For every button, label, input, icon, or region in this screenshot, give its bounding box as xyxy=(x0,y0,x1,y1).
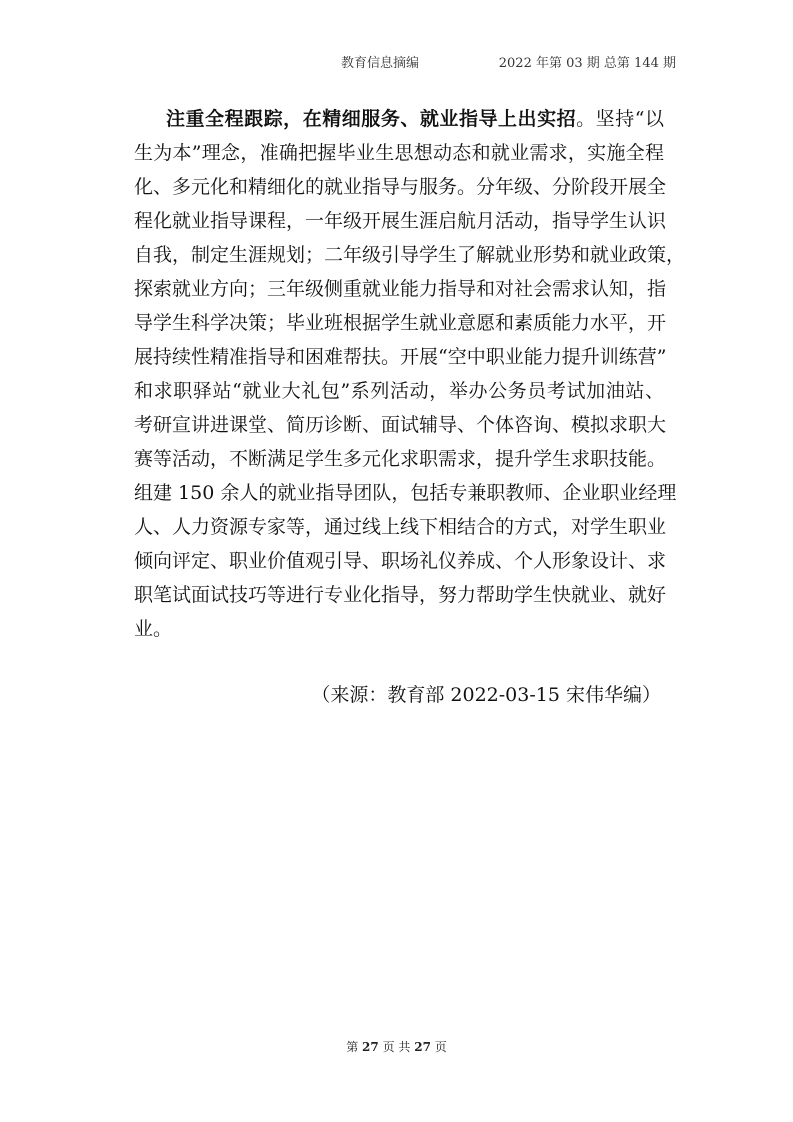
article-lead-heading: 注重全程跟踪，在精细服务、就业指导上出实招 xyxy=(166,108,577,130)
article-line: 探索就业方向；三年级侧重就业能力指导和对社会需求认知，指 xyxy=(134,278,667,300)
article-body xyxy=(134,102,686,646)
article-line: 考研宣讲进课堂、简历诊断、面试辅导、个体咨询、模拟求职大 xyxy=(134,414,667,436)
article-line: 倾向评定、职业价值观引导、职场礼仪养成、个人形象设计、求 xyxy=(134,550,667,572)
page-footer xyxy=(0,1038,793,1055)
article-line xyxy=(134,102,664,136)
footer-prefix: 第 xyxy=(346,1040,359,1054)
footer-total-pages: 27 xyxy=(414,1040,431,1054)
footer-page-number: 27 xyxy=(362,1040,379,1054)
header-publication-title: 教育信息摘编 xyxy=(341,56,420,71)
article-source: （来源：教育部 2022-03-15 宋伟华编） xyxy=(311,684,661,706)
article-line: 人、人力资源专家等，通过线上线下相结合的方式，对学生职业 xyxy=(134,516,667,538)
header-issue-number: 2022 年第 03 期 总第 144 期 xyxy=(498,56,676,71)
article-line: 赛等活动，不断满足学生多元化求职需求，提升学生求职技能。 xyxy=(134,448,667,470)
article-line: 程化就业指导课程，一年级开展生涯启航月活动，指导学生认识 xyxy=(134,210,667,232)
article-line: 组建 150 余人的就业指导团队，包括专兼职教师、企业职业经理 xyxy=(134,482,677,504)
article-line: 化、多元化和精细化的就业指导与服务。分年级、分阶段开展全 xyxy=(134,176,667,198)
article-line: 自我，制定生涯规划；二年级引导学生了解就业形势和就业政策， xyxy=(134,244,686,266)
article-line: 业。 xyxy=(134,618,173,640)
footer-middle: 页 共 xyxy=(382,1040,411,1054)
article-line: 和求职驿站“就业大礼包”系列活动，举办公务员考试加油站、 xyxy=(134,380,664,402)
article-line: 生为本”理念，准确把握毕业生思想动态和就业需求，实施全程 xyxy=(134,142,664,164)
article-line: 导学生科学决策；毕业班根据学生就业意愿和素质能力水平，开 xyxy=(134,312,667,334)
article-line: 职笔试面试技巧等进行专业化指导，努力帮助学生快就业、就好 xyxy=(134,584,667,606)
article-lead-rest: 。坚持“以 xyxy=(576,108,664,130)
footer-suffix: 页 xyxy=(434,1040,447,1054)
article-line: 展持续性精准指导和困难帮扶。开展“空中职业能力提升训练营” xyxy=(134,346,667,368)
